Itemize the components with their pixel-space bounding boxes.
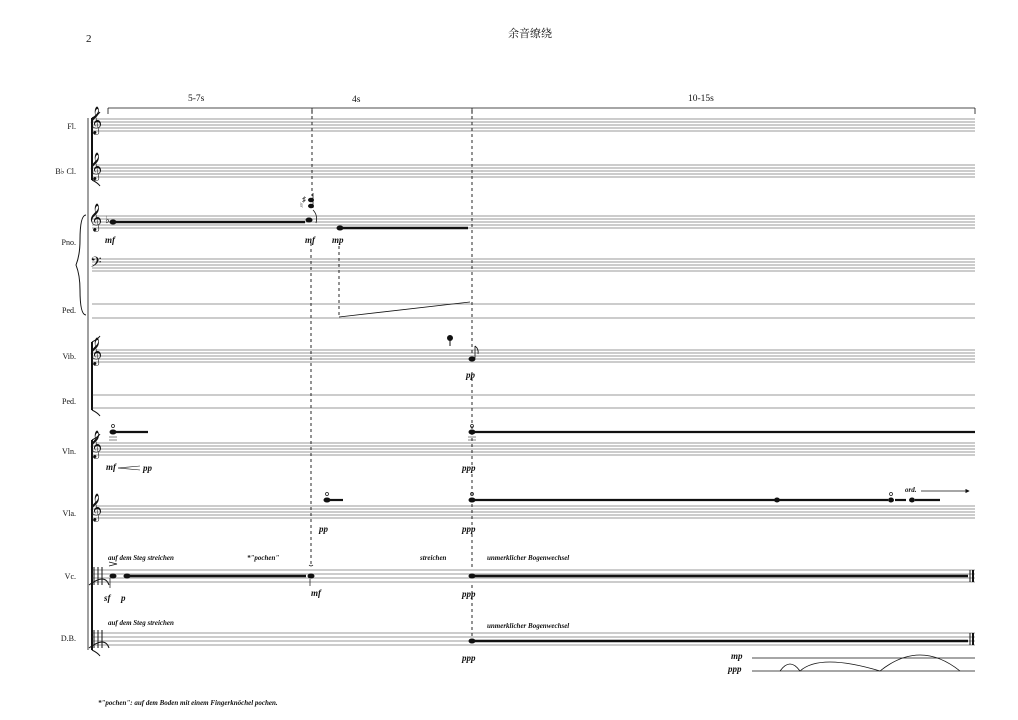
piano-note-1 xyxy=(110,220,116,224)
page-number: 2 xyxy=(86,33,92,45)
label-vib-pedal: Ped. xyxy=(62,397,76,406)
dynamic-cello-3: ppp xyxy=(462,589,476,599)
dynamic-envelope xyxy=(752,655,975,671)
violin-note-2 xyxy=(469,430,475,434)
label-piano: Pno. xyxy=(61,238,76,247)
dynamic-violin-start: mf xyxy=(106,462,116,472)
bass-notes xyxy=(469,633,973,645)
label-flute: Fl. xyxy=(67,122,76,131)
footnote: *"pochen": auf dem Boden mit einem Fingerknöchel pochen. xyxy=(98,699,278,707)
dynamic-cello-2: mf xyxy=(311,588,321,598)
treble-clef-icon: 𝄞 xyxy=(88,495,103,521)
dynamic-legend-top: mp xyxy=(731,651,743,661)
dynamic-cello-sf: sf xyxy=(104,593,111,603)
direction-bass-bogen: unmerklicher Bogenwechsel xyxy=(487,622,570,630)
direction-cello-bogen: unmerklicher Bogenwechsel xyxy=(487,554,570,562)
viola-note-2 xyxy=(469,498,475,502)
label-violin: Vln. xyxy=(62,447,76,456)
vib-mallet-icon xyxy=(448,336,453,341)
cello-note-2 xyxy=(124,574,130,578)
flat-icon: ♭ xyxy=(105,215,110,226)
staff-piano-bass xyxy=(92,259,975,271)
label-cello: Vc. xyxy=(64,572,76,581)
treble-clef-icon: 𝄞 xyxy=(88,108,103,134)
label-piano-pedal: Ped. xyxy=(62,306,76,315)
piano-notes xyxy=(110,193,470,317)
dynamic-piano-1: mf xyxy=(105,235,115,245)
system-brackets xyxy=(76,112,103,656)
section-duration-2: 4s xyxy=(352,95,361,105)
dynamic-cello-p: p xyxy=(121,593,126,603)
time-bracket xyxy=(108,108,975,114)
label-bass: D.B. xyxy=(60,634,76,643)
cello-notes xyxy=(109,562,973,588)
dynamic-vib: pp xyxy=(466,370,475,380)
page-title: 余音缭绕 xyxy=(508,27,552,40)
section-duration-3: 10-15s xyxy=(688,94,714,104)
staff-piano-pedal xyxy=(92,304,975,318)
piano-note-2 xyxy=(306,218,312,222)
direction-cello-pochen: *"pochen" xyxy=(247,554,280,562)
bass-clef-icon: 𝄢 xyxy=(90,254,102,274)
dynamic-violin-3: ppp xyxy=(462,463,476,473)
dynamic-legend-bottom: ppp xyxy=(728,664,742,674)
treble-clef-icon: 𝄞 xyxy=(88,154,103,180)
vib-notes xyxy=(448,336,479,362)
dynamic-viola-2: pp xyxy=(319,524,328,534)
viola-note-1 xyxy=(324,498,330,502)
staff-vibraphone xyxy=(92,350,975,362)
bass-note-1 xyxy=(469,639,475,643)
treble-clef-icon: 𝄞 xyxy=(88,339,103,365)
staff-violin xyxy=(92,443,975,455)
treble-clef-icon: 𝄞 xyxy=(88,205,103,231)
piano-note-3 xyxy=(337,226,343,230)
dynamic-piano-2: mf xyxy=(305,235,315,245)
cello-note-3 xyxy=(308,574,314,578)
cello-note-4 xyxy=(469,574,475,578)
staff-clarinet xyxy=(92,165,975,177)
label-vibraphone: Vib. xyxy=(62,352,76,361)
section-dashes xyxy=(311,110,472,640)
violin-notes xyxy=(109,425,975,471)
dynamic-bass: ppp xyxy=(462,653,476,663)
viola-notes xyxy=(324,491,969,502)
direction-cello-streichen: streichen xyxy=(420,554,447,562)
cello-accent xyxy=(109,562,117,566)
staff-viola xyxy=(92,506,975,518)
staff-vib-pedal xyxy=(92,395,975,408)
dynamic-violin-end: pp xyxy=(143,463,152,473)
staff-bass xyxy=(92,633,975,645)
violin-note-1 xyxy=(110,430,116,434)
vib-note xyxy=(469,357,475,361)
cello-note-1 xyxy=(110,574,116,578)
dynamic-viola-3: ppp xyxy=(462,524,476,534)
direction-cello-steg: auf dem Steg streichen xyxy=(108,554,174,562)
staff-flute xyxy=(92,119,975,131)
sharp-icon: ♯ xyxy=(302,195,306,204)
section-duration-1: 5-7s xyxy=(188,94,205,104)
natural-icon: ♮ xyxy=(300,201,303,210)
label-clarinet: B♭ Cl. xyxy=(55,167,76,176)
dynamic-piano-3: mp xyxy=(332,235,344,245)
direction-bass-steg: auf dem Steg streichen xyxy=(108,619,174,627)
treble-clef-icon: 𝄞 xyxy=(88,432,103,458)
direction-viola-ord: ord. xyxy=(905,486,917,494)
label-viola: Vla. xyxy=(62,509,76,518)
